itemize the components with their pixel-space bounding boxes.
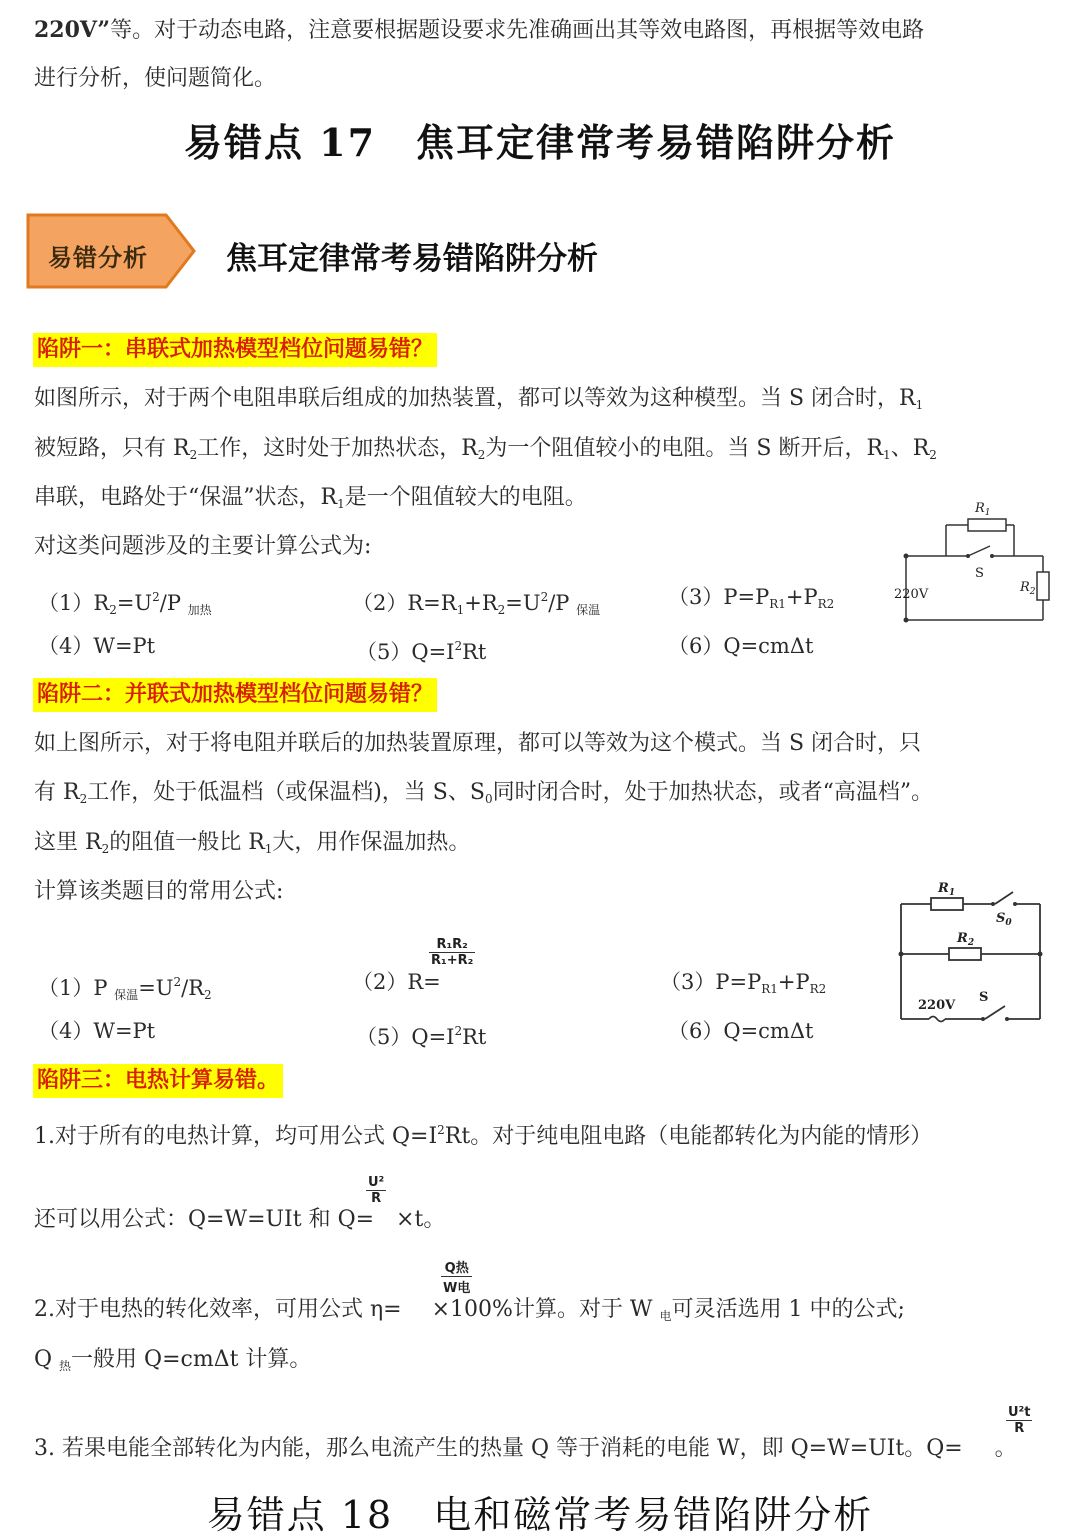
intro-text: 等。对于动态电路，注意要根据题设要求先准确画出其等效电路图，再根据等效电路 — [110, 18, 925, 43]
trap1-para-line-3: 串联，电路处于“保温”状态，$R_1$是一个阻值较大的电阻。 — [34, 485, 587, 511]
trap1-para-line-2: 被短路，只有 $R_2$工作，这时处于加热状态，$R_2$为一个阻值较小的电阻。当 S 断开后，$R_1$、$R_2$ — [34, 436, 937, 462]
intro-lead: 220V” — [34, 17, 111, 43]
trap3-line-2: 还可以用公式：Q=W=UIt 和 Q= ×t。 — [34, 1207, 446, 1232]
trap2-formula-2: （2）R= — [352, 970, 441, 994]
intro-line-2: 进行分析，使问题简化。 — [34, 66, 277, 91]
label-switch-s: S — [975, 566, 984, 581]
trap2-formula-1: （1）P $_{保温}=U^2/R_2$ — [38, 975, 212, 1002]
trap1-formula-intro: 对这类问题涉及的主要计算公式为: — [34, 534, 372, 559]
trap1-formula-3: $(3)P=P_{R1}+P_{R2}$ — [668, 585, 835, 611]
trap3-line-4: Q $_热$一般用 Q=cmΔt 计算。 — [34, 1347, 312, 1373]
trap1-para-line-1: 如图所示，对于两个电阻串联后组成的加热装置，都可以等效为这种模型。当 S 闭合时，$R_1$ — [34, 386, 924, 412]
badge-label: 易错分析 — [48, 244, 148, 272]
trap1-formula-6: （6）Q=cmΔt — [668, 634, 814, 658]
label-r1: $R_1$ — [975, 501, 991, 518]
label-r1: $R_1$ — [938, 881, 956, 898]
label-voltage: 220V — [894, 587, 929, 602]
intro-line-1 — [34, 15, 924, 46]
series-circuit-diagram — [888, 492, 1058, 632]
trap3-line-1: 1.对于所有的电热计算，均可用公式 $Q=I^2Rt$。对于纯电阻电路（电能都转化为内能的情形） — [34, 1123, 933, 1149]
heading-17: 易错点 17 焦耳定律常考易错陷阱分析 — [183, 120, 897, 165]
trap2-para-line-3: 这里 $R_2$的阻值一般比 $R_1$大，用作保温加热。 — [34, 830, 471, 856]
trap1-formula-5: $(5)Q=I^2Rt$ — [356, 639, 487, 664]
trap2-formula-5: $(5)Q=I^2Rt$ — [356, 1024, 487, 1049]
trap1-formula-2: $(2)R=R_1+R_2=U^2/P$ $_{保温}$ — [352, 590, 601, 617]
heading-18: 易错点 18 电和磁常考易错陷阱分析 — [206, 1493, 874, 1537]
trap3-fraction-u2t-r: $\frac{\text{U²t}}{R}$ — [1008, 1405, 1031, 1436]
section-title: 焦耳定律常考易错陷阱分析 — [226, 241, 598, 277]
trap2-formula-3: $(3)P=P_{R1}+P_{R2}$ — [660, 970, 827, 996]
trap3-line-3: 2.对于电热的转化效率，可用公式 η= ×100%计算。对于 W $_电$可灵活选用 1 中的公式; — [34, 1297, 905, 1323]
label-r2: $R_2$ — [957, 931, 975, 948]
label-switch-s0: $S_0$ — [996, 911, 1012, 928]
trap2-fraction-parallel-r: $\frac{\text{R₁R₂}}{\text{R₁+R₂}}$ — [431, 937, 474, 968]
label-r2: $R_2$ — [1020, 580, 1036, 597]
trap3-fraction-efficiency: Q热 W电 — [441, 1257, 472, 1296]
resistor-r1-rect — [968, 519, 1006, 531]
trap3-fraction-u2-r: $\frac{\text{U²}}{R}$ — [368, 1175, 385, 1206]
trap1-title: 陷阱一：串联式加热模型档位问题易错？ — [33, 333, 437, 367]
trap2-formula-6: （6）Q=cmΔt — [668, 1019, 814, 1043]
trap2-para-line-2: 有 $R_2$工作，处于低温档（或保温档)，当 S、$S_0$同时闭合时，处于加热状态，或者“高温档”。 — [34, 780, 934, 806]
trap3-title: 陷阱三：电热计算易错。 — [33, 1064, 283, 1098]
trap2-formula-4: （4）W=Pt — [38, 1019, 156, 1043]
trap2-title: 陷阱二：并联式加热模型档位问题易错？ — [33, 678, 437, 712]
label-switch-s: S — [979, 990, 989, 1005]
trap1-formula-1: $(1)R_2=U^2/P$ $_{加热}$ — [38, 590, 212, 617]
trap3-line-5: 3. 若果电能全部转化为内能，那么电流产生的热量 Q 等于消耗的电能 W，即 Q=W=UIt。Q= 。 — [34, 1436, 1017, 1461]
trap1-formula-4: （4）W=Pt — [38, 634, 156, 658]
trap2-para-line-1: 如上图所示，对于将电阻并联后的加热装置原理，都可以等效为这个模式。当 S 闭合时，只 — [34, 731, 922, 756]
trap2-formula-intro: 计算该类题目的常用公式: — [34, 879, 284, 904]
parallel-circuit-diagram — [893, 874, 1048, 1029]
label-voltage: 220V — [918, 998, 956, 1013]
